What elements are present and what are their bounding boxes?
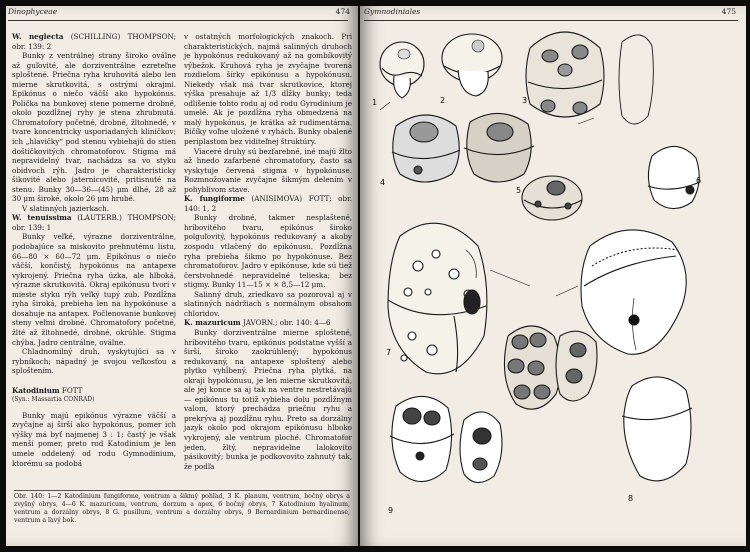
running-head-left: Dinophyceae <box>8 7 58 16</box>
paragraph: v ostatných morfologických znakoch. Pri charakteristických, najmä salinných druhoch je hypokónus redukovaný až na gombíkovitý výbežok. Kruhová ryha je zvyčajne tvorená rozdielom šírky epikónusu a hypokónusu. Niekedy však má tvar skrutkovice, ktorej výška presahuje až 1/3 dĺžky bunky; teda odlišenie tohto rodu aj od rodu Gyrodinium je umelé. Ak je pozdĺžna ryha obmedzená na malý hypokónus, je krátka až rudimentárna. Bičíky voľne uložené v ryhách. Bunky obalené periplastom bez viditeľnej štruktúry. <box>184 32 352 147</box>
figure-3-outline <box>619 35 653 124</box>
genus-heading <box>12 386 176 396</box>
synonym: (Syn.: Massartia CONRAD) <box>12 396 95 404</box>
caption-rule <box>14 490 350 491</box>
species-reference: (SCHILLING) THOMPSON; obr. 139: 2 <box>12 32 177 51</box>
figure-9-lower-cell <box>390 396 454 481</box>
figure-caption: Obr. 140: 1—2 Katodinium fungiforme, ventrum a šikmý pohľad, 3 K. planum, ventrum, bočný obrys a zvyšný obrys, 4—6 K. mazuricum, ventrum, dorzum a apex, 6 bočný obrys, 7 Katodinium hyalinum, ventrum a dorzálny obrys, 8 G. pusillum, ventrum a dorzálny obrys, 9 Bernardinium bernardinense, ventrum a ľavý bok. <box>14 493 350 524</box>
species-reference: (ANISIMOVA) FOTT; obr. 140: 1, 2 <box>184 194 353 213</box>
figure-number-1: 1 <box>372 98 378 107</box>
figure-number-4: 4 <box>380 178 386 187</box>
paragraph: Salinný druh, zriedkavo sa pozoroval aj v slatinných nádržiach s normálnym obsahom chloridov. <box>184 289 352 318</box>
right-page <box>360 6 746 546</box>
species-heading <box>12 213 176 232</box>
species-name: W. neglecta <box>12 32 64 41</box>
text-column-1 <box>12 32 176 468</box>
figure-1-cell <box>380 42 424 98</box>
running-head-right: Gymnodiniales <box>364 7 421 16</box>
figure-6-cell <box>648 146 700 208</box>
header-rule <box>8 20 348 21</box>
figure-7-cell <box>388 223 487 374</box>
figure-5-dorsal-cell <box>522 176 582 220</box>
paragraph: Bunky z ventrálnej strany široko oválne až guľovité, ale dorziventrálne ezreteľne sploštené. Priečna ryha kruhovitá alebo len mierne skrutkovitá, s ostrými okrajmi. Epikónus o niečo väčší ako hypokónus. Polička na bunkovej stene pomerne drobné, okolo pozdĺžnej ryhy je stena zhrubnutá. Chromatofory početné, drobné, žltohnedé, v tvare koncentricky usporiadaných kliničkov; ich „hlavičky“ pod stenou vybiehajú do stien doštičkovitých chromatoforov. Stigma má nepravidelný tvar, nachádza sa vo styku obidvoch rýh. Jadro je charakteristicky šikovité alebo jaternicovité, pritisnuté na stenu. Bunky 30—36—(45) μm dlhé, 28 až 30 μm široké, okolo 26 μm hrubé. <box>12 51 176 204</box>
left-page <box>6 6 358 546</box>
figure-8-lower-cell <box>622 377 692 481</box>
species-reference: (LAUTERB.) THOMPSON; obr. 139: 1 <box>12 213 176 232</box>
species-reference: JAVORN.; obr. 140: 4—6 <box>240 318 331 328</box>
paragraph: Bunky majú epikónus výrazne väčší a zvyčajne aj širší ako hypokónus, pomer ich výšky má byť najmenej 3 : 1; častý je však menší pomer, preto rod Katodinium je len umele oddelený od rodu Gymnodinium, ktorému sa podobá <box>12 410 176 468</box>
figure-9-side-cell <box>460 412 502 483</box>
figure-number-3: 3 <box>522 96 528 105</box>
figure-number-6: 6 <box>696 176 702 185</box>
leader-line <box>490 270 530 286</box>
species-name: W. tenuissima <box>12 213 72 223</box>
paragraph: Bunky veľké, výrazne dorziventrálne, podobajúce sa miskovito prehnutému listu, 66—80 × 60—72 μm. Epikónus o niečo väčší, končistý, hypokónus na antapexe vykrojený. Priečna ryha úzka, ale hlboká, výrazne skrutkovitá. Okraj epikónusu tvorí v mieste styku rýh veľký tupý zub. Pozdĺžna ryha široká, prebieha len na hypokónuse a dosahuje na antapex. Počlenovanie bunkovej steny veľmi drobné. Chromatofory početné, žlté až žltohnedé, drobné, okrúhle. Stigma chýba. Jadro centrálne, oválne. <box>12 232 176 347</box>
figure-140-plate <box>360 6 746 546</box>
figure-2-cell <box>442 34 502 96</box>
figure-3-cell <box>526 32 604 117</box>
paragraph: Bunky dorziventrálne mierne sploštené, hríbovitého tvaru, epikónus podstatne vyšší a širší, široko zaokrúhlený; hypokónus redukovaný, na antapexe sploštený alebo plytko vyhĺbený. Priečna ryha plytká, na okraji hypokónusu, je len mierne skrutkovitá, ale jej konce sa aj tak na ventre nestretávajú — epikónus tu totiž vybieha dolu pozdĺžnym valom, ktorý prechádza priečnu ryhu a prekrýva aj pozdĺžnu ryhu. Preto sa dorzálny jazyk okolo pod okrajom epikónusu hlboko vykrojený, ale ventrum ploché. Chromatofor jeden, žltý, nepravidelne lalokovito pásikovitý; bunka je podkovovito zahnutý tak, že podľa <box>184 327 352 471</box>
genus-name: Katodinium <box>12 385 60 395</box>
species-name: K. mazuricum <box>184 318 241 328</box>
page-number-left: 474 <box>335 7 350 16</box>
page-number-right: 475 <box>721 7 736 16</box>
figure-number-7: 7 <box>386 348 392 357</box>
figure-4-cell <box>392 115 460 182</box>
text-column-2 <box>184 32 352 471</box>
species-heading <box>184 318 352 328</box>
figure-9-cell <box>504 326 560 409</box>
paragraph: Bunky drobné, takmer nesplaštené, hríbovitého tvaru, epikónus široko polguľovitý, hypokónus redukovaný a akoby zospodu vtlačený do epikónusu. Pozdĺžna ryha prebieha šikmo po hypokónuse. Bez chromatoforov. Jadro v epikónuse, kde sú tiež čerstvohnedé nepravidelné telieska; bez stigmy. Bunky 11—15 × × 8,5—12 μm. <box>184 213 352 290</box>
species-heading <box>12 32 176 51</box>
genus-author: FOTT <box>59 385 83 395</box>
species-heading <box>184 194 352 213</box>
species-name: K. fungiforme <box>184 194 245 204</box>
figure-8-cell <box>581 230 686 354</box>
leader-line <box>578 118 594 124</box>
leader-line <box>380 102 390 110</box>
paragraph: Chladnomilný druh, vyskytujúci sa v rybníkoch; nápadný je svojou veľkosťou a sploštením. <box>12 347 176 376</box>
leader-line <box>556 286 578 296</box>
figure-9-cell-b <box>556 331 597 401</box>
figure-number-5: 5 <box>516 186 522 195</box>
figure-number-2: 2 <box>440 96 446 105</box>
figure-5-cell <box>464 113 534 182</box>
figure-number-8: 8 <box>628 494 634 503</box>
paragraph: Viaceré druhy sú bezfarebné, iné majú žlto až hnedo zafarbené chromatofory, často sa vyskytuje červená stigma v hypokónuse. Rozmnožovanie zvyčajne šikmým delením v pohyblivom stave. <box>184 146 352 194</box>
figure-number-9: 9 <box>388 506 394 515</box>
paragraph: V slatinných jazierkach. <box>22 203 110 213</box>
